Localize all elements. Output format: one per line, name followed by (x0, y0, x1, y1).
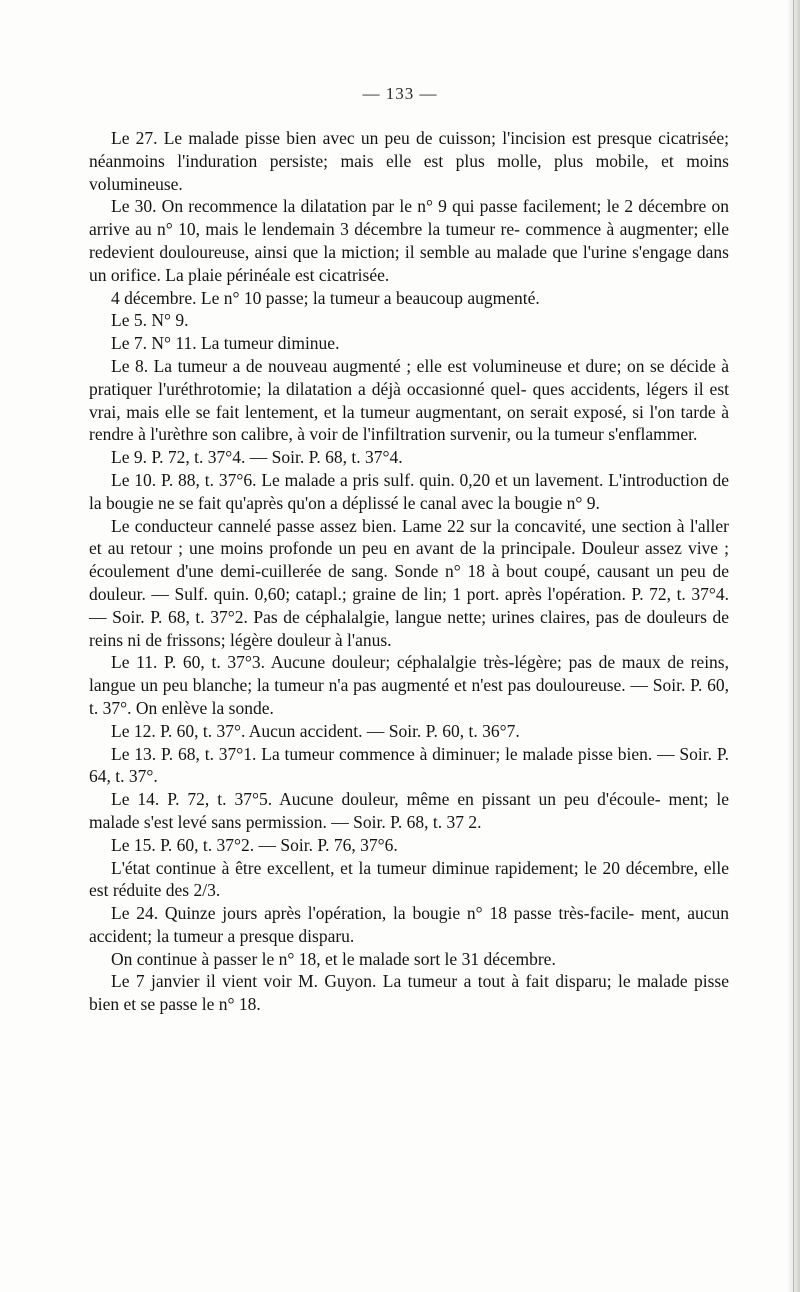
paragraph: Le 11. P. 60, t. 37°3. Aucune douleur; céphalalgie très-légère; pas de maux de reins, langue un peu blanche; la tumeur n'a pas augmenté et n'est pas douloureuse. — Soir. P. 60, t. 37°. On enlève la sonde. (89, 652, 729, 718)
page-edge-line (793, 0, 794, 1292)
paragraph: Le conducteur cannelé passe assez bien. Lame 22 sur la concavité, une section à l'aller et au retour ; une moins profonde un peu en avant de la principale. Douleur assez vive ; écoulement d'une demi-cuillerée de sang. Sonde n° 18 à bout coupé, causant un peu de douleur. — Sulf. quin. 0,60; catapl.; graine de lin; 1 port. après l'opération. P. 72, t. 37°4. — Soir. P. 68, t. 37°2. Pas de céphalalgie, langue nette; urines claires, pas de douleurs de reins ni de frissons; légère douleur à l'anus. (89, 515, 729, 650)
paragraph: Le 15. P. 60, t. 37°2. — Soir. P. 76, 37°6. (111, 834, 398, 855)
paragraph: Le 30. On recommence la dilatation par le n° 9 qui passe facilement; le 2 décembre on arrive au n° 10, mais le lendemain 3 décembre la tumeur re- commence à augmenter; elle redevient douloureuse, ainsi que la miction; il semble au malade que l'urine s'engage dans un orifice. La plaie périnéale est cicatrisée. (89, 196, 729, 285)
paragraph: On continue à passer le n° 18, et le malade sort le 31 décembre. (111, 948, 556, 969)
paragraph: Le 13. P. 68, t. 37°1. La tumeur commence à diminuer; le malade pisse bien. — Soir. P. 64, t. 37°. (89, 743, 729, 787)
paragraph: Le 14. P. 72, t. 37°5. Aucune douleur, même en pissant un peu d'écoule- ment; le malade s'est levé sans permission. — Soir. P. 68, t. 37 2. (89, 789, 729, 832)
paragraph: Le 7. N° 11. La tumeur diminue. (111, 333, 340, 354)
paragraph: 4 décembre. Le n° 10 passe; la tumeur a beaucoup augmenté. (111, 287, 540, 308)
body-text (89, 127, 729, 1016)
paragraph: Le 8. La tumeur a de nouveau augmenté ; elle est volumineuse et dure; on se décide à pratiquer l'uréthrotomie; la dilatation a déjà occasionné quel- ques accidents, légers il est vrai, mais elle se fait lentement, et la tumeur augmentant, on serait exposé, si l'on tarde à rendre à l'urèthre son calibre, à voir de l'infiltration survenir, ou la tumeur s'enflammer. (89, 355, 729, 445)
paragraph: Le 9. P. 72, t. 37°4. — Soir. P. 68, t. 37°4. (111, 447, 403, 468)
page-number-header: — 133 — (362, 84, 438, 103)
paragraph: Le 24. Quinze jours après l'opération, la bougie n° 18 passe très-facile- ment, aucun accident; la tumeur a presque disparu. (89, 903, 729, 946)
paragraph: Le 10. P. 88, t. 37°6. Le malade a pris sulf. quin. 0,20 et un lavement. L'introduction de la bougie ne se fait qu'après qu'on a déplissé le canal avec la bougie n° 9. (89, 469, 729, 513)
paragraph: Le 27. Le malade pisse bien avec un peu de cuisson; l'incision est presque cicatrisée; néanmoins l'induration persiste; mais elle est plus molle, plus mobile, et moins volumineuse. (89, 128, 729, 194)
paragraph: L'état continue à être excellent, et la tumeur diminue rapidement; le 20 décembre, elle est réduite des 2/3. (89, 857, 729, 901)
paragraph: Le 7 janvier il vient voir M. Guyon. La tumeur a tout à fait disparu; le malade pisse bien et se passe le n° 18. (89, 971, 729, 1015)
paragraph: Le 12. P. 60, t. 37°. Aucun accident. — Soir. P. 60, t. 36°7. (111, 720, 520, 741)
paragraph: Le 5. N° 9. (111, 310, 189, 331)
